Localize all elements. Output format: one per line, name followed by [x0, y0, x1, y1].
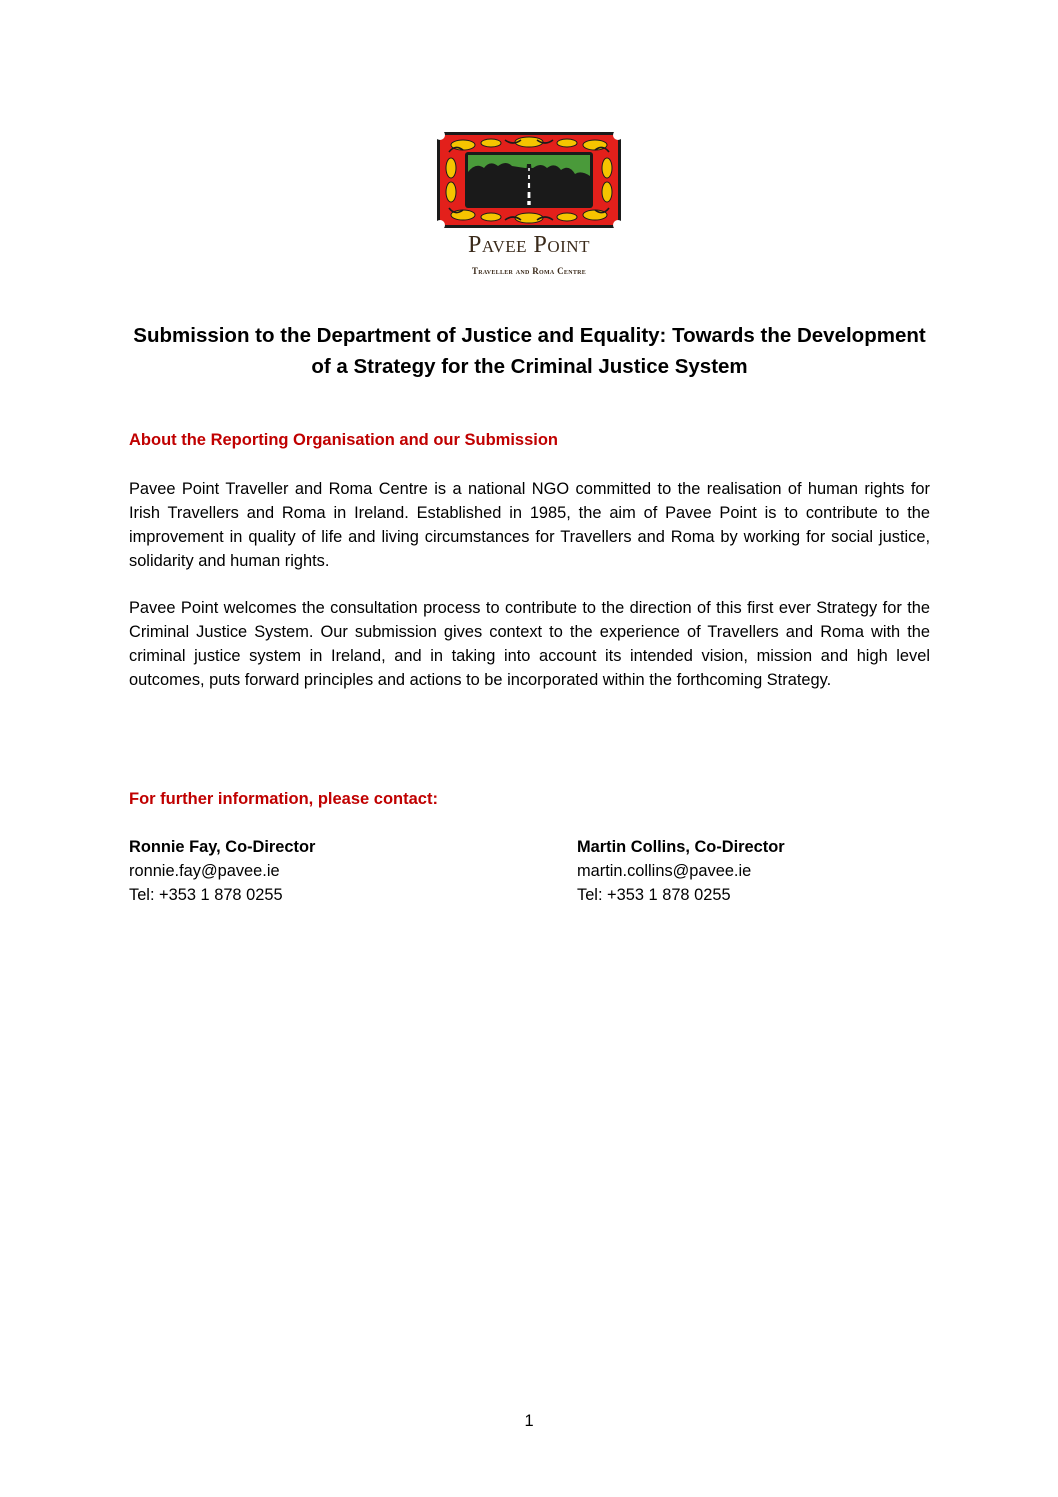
logo-subtitle: Traveller and Roma Centre	[471, 266, 587, 276]
document-title: Submission to the Department of Justice and Equality: Towards the Development of a Strategy for the Criminal Justice System	[133, 324, 926, 378]
paragraph-about-organisation: Pavee Point Traveller and Roma Centre is a national NGO committed to the realisation of human rights for Irish Travellers and Roma in Ireland. Established in 1985, the aim of Pavee Point is to contribute to the improvement in quality of life and living circumstances for Travellers and Roma by working for social justice, solidarity and human rights.	[129, 480, 930, 570]
contact-name: Ronnie Fay, Co-Director	[129, 838, 316, 856]
contact-name: Martin Collins, Co-Director	[577, 838, 785, 856]
contact-card	[129, 835, 449, 907]
pavee-point-logo	[433, 128, 625, 283]
page-number: 1	[524, 1412, 534, 1430]
contact-phone: Tel: +353 1 878 0255	[129, 886, 283, 904]
contact-card	[577, 835, 897, 907]
contact-phone: Tel: +353 1 878 0255	[577, 886, 731, 904]
section-heading-about: About the Reporting Organisation and our Submission	[129, 431, 558, 449]
contact-email-link[interactable]: ronnie.fay@pavee.ie	[129, 862, 280, 880]
section-heading-contact: For further information, please contact:	[129, 790, 438, 808]
contact-email-link[interactable]: martin.collins@pavee.ie	[577, 862, 752, 880]
logo-name: Pavee Point	[468, 232, 590, 258]
paragraph-about-submission: Pavee Point welcomes the consultation process to contribute to the direction of this first ever Strategy for the Criminal Justice System. Our submission gives context to the experience of Travellers and Roma with the criminal justice system in Ireland, and in taking into account its intended vision, mission and high level outcomes, puts forward principles and actions to be incorporated within the forthcoming Strategy.	[129, 599, 930, 689]
pavee-point-emblem-icon	[435, 128, 623, 232]
